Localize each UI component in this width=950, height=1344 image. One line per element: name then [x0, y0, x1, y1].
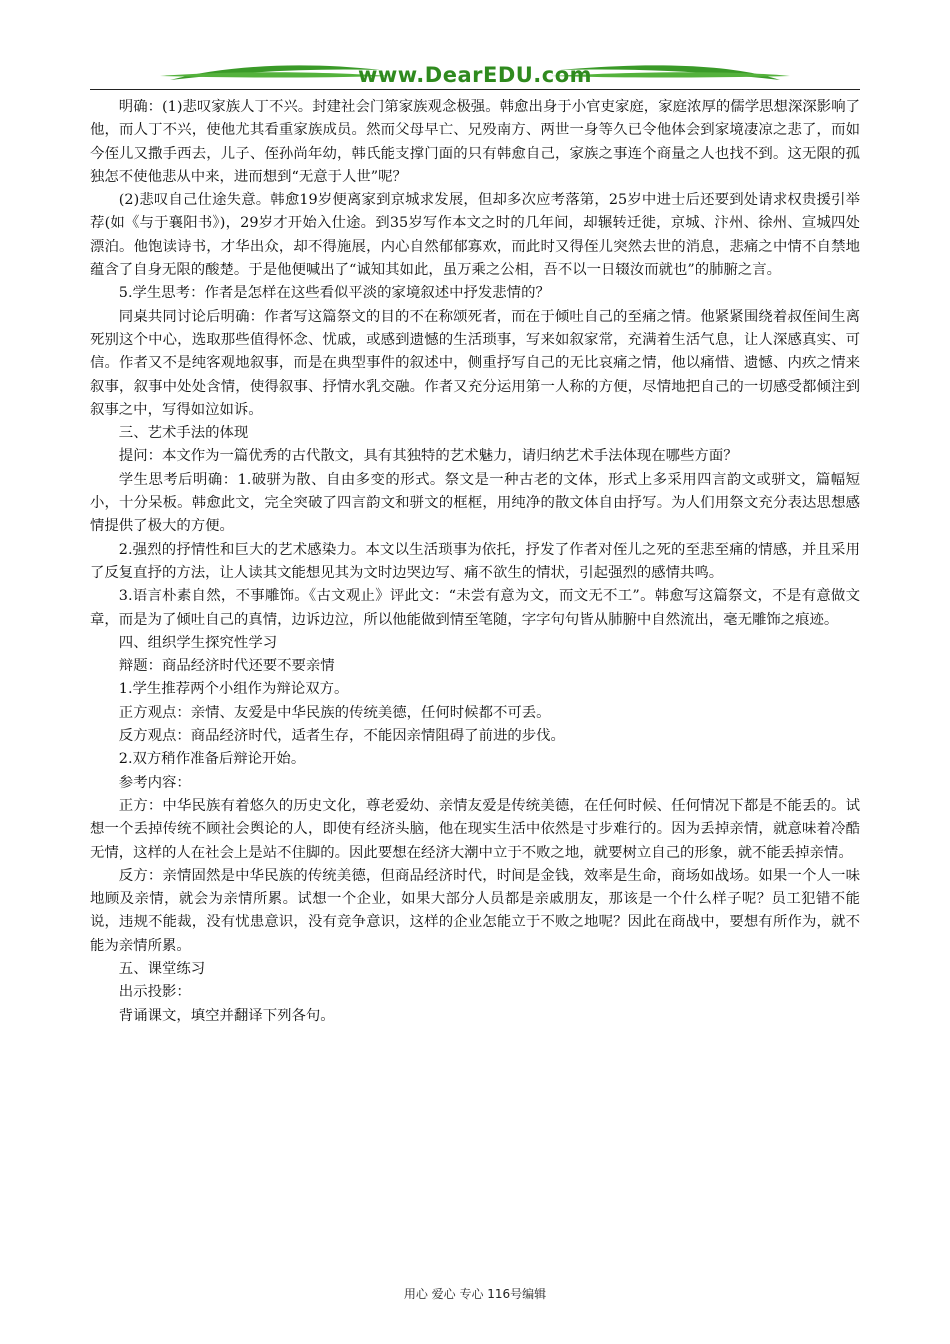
paragraph-6: 提问：本文作为一篇优秀的古代散文，具有其独特的艺术魅力，请归纳艺术手法体现在哪些方面？ — [118, 448, 738, 465]
paragraph-12: 1.学生推荐两个小组作为辩论双方。 — [118, 681, 349, 698]
paragraph-16: 参考内容： — [118, 774, 191, 791]
paragraph-20: 出示投影： — [118, 984, 191, 1001]
paragraph-3: 5.学生思考：作者是怎样在这些看似平淡的家境叙述中抒发悲情的？ — [118, 285, 550, 302]
section-heading-3: 三、艺术手法的体现 — [118, 425, 249, 442]
paragraph-13: 正方观点：亲情、友爱是中华民族的传统美德，任何时候都不可丢。 — [118, 704, 551, 721]
paragraph-1: 明确：(1)悲叹家族人丁不兴。封建社会门第家族观念极强。韩愈出身于小官吏家庭，家庭浓厚的儒学思想深深影响了他，而人丁不兴，使他尤其看重家族成员。然而父母早亡、兄殁南方、两世一身等久已令他体会到家境凄凉之悲了，而如今侄儿又撒手西去，儿子、侄孙尚年幼，韩氏能支撑门面的只有韩愈自己，家族之事连个商量之人也找不到。这无限的孤独怎不使他悲从中来，进而想到“无意于人世”呢？ — [90, 99, 860, 185]
paragraph-9: 3.语言朴素自然，不事雕饰。《古文观止》评此文：“未尝有意为文，而文无不工”。韩愈写这篇祭文，不是有意做文章，而是为了倾吐自己的真情，边诉边泣，所以他能做到情至笔随，字字句句皆从肺腑中自然流出，毫无雕饰之痕迹。 — [90, 588, 860, 628]
paragraph-8: 2.强烈的抒情性和巨大的艺术感染力。本文以生活琐事为依托，抒发了作者对侄儿之死的至悲至痛的情感，并且采用了反复直抒的方法，让人读其文能想见其为文时边哭边写、痛不欲生的情状，引起强烈的感情共鸣。 — [90, 541, 860, 581]
paragraph-14: 反方观点：商品经济时代，适者生存，不能因亲情阻碍了前进的步伐。 — [118, 728, 565, 745]
paragraph-2: (2)悲叹自己仕途失意。韩愈19岁便离家到京城求发展，但却多次应考落第，25岁中进士后还要到处请求权贵援引举荐(如《与于襄阳书》)，29岁才开始入仕途。到35岁写作本文之时的几年间，却辗转迁徙，京城、汴州、徐州、宣城四处漂泊。他饱读诗书，才华出众，却不得施展，内心自然郁郁寡欢，而此时又得侄儿突然去世的消息，悲痛之中情不自禁地蕴含了自身无限的酸楚。于是他便喊出了“诚知其如此，虽万乘之公相，吾不以一日辍汝而就也”的肺腑之言。 — [90, 192, 860, 279]
site-logo-text: www.DearEDU.com — [357, 63, 593, 87]
paragraph-4: 同桌共同讨论后明确：作者写这篇祭文的目的不在称颂死者，而在于倾吐自己的至痛之情。他紧紧围绕着叔侄间生离死别这个中心，选取那些值得怀念、忧戚，或感到遗憾的生活琐事，写来如叙家常，充满着生活气息，让人深感真实、可信。作者又不是纯客观地叙事，而是在典型事件的叙述中，侧重抒写自己的无比哀痛之情，他以痛惜、遗憾、内疚之情来叙事，叙事中处处含情，使得叙事、抒情水乳交融。作者又充分运用第一人称的方便，尽情地把自己的一切感受都倾注到叙事之中，写得如泣如诉。 — [90, 308, 860, 418]
paragraph-15: 2.双方稍作准备后辩论开始。 — [118, 751, 306, 768]
paragraph-7: 学生思考后明确：1.破骈为散、自由多变的形式。祭文是一种古老的文体，形式上多采用四言韵文或骈文，篇幅短小，十分呆板。韩愈此文，完全突破了四言韵文和骈文的框框，用纯净的散文体自由抒写。为人们用祭文充分表达思想感情提供了极大的方便。 — [90, 471, 860, 535]
header-rule — [90, 89, 860, 90]
paragraph-21: 背诵课文，填空并翻译下列各句。 — [118, 1007, 335, 1024]
paragraph-17: 正方：中华民族有着悠久的历史文化，尊老爱幼、亲情友爱是传统美德，在任何时候、任何情况下都是不能丢的。试想一个丢掉传统不顾社会舆论的人，即使有经济头脑，他在现实生活中依然是寸步难行的。因为丢掉亲情，就意味着冷酷无情，这样的人在社会上是站不住脚的。因此要想在经济大潮中立于不败之地，就要树立自己的形象，就不能丢掉亲情。 — [90, 797, 860, 861]
section-heading-5: 五、课堂练习 — [118, 960, 206, 977]
paragraph-18: 反方：亲情固然是中华民族的传统美德，但商品经济时代，时间是金钱，效率是生命，商场如战场。如果一个人一味地顾及亲情，就会为亲情所累。试想一个企业，如果大部分人员都是亲戚朋友，那该是一个什么样子呢？员工犯错不能说，违规不能裁，没有忧患意识，没有竞争意识，这样的企业怎能立于不败之地呢？因此在商战中，要想有所作为，就不能为亲情所累。 — [90, 867, 860, 954]
document-body — [90, 96, 860, 1028]
paragraph-11: 辩题：商品经济时代还要不要亲情 — [118, 658, 335, 675]
section-heading-4: 四、组织学生探究性学习 — [118, 634, 278, 651]
page-footer: 用心 爱心 专心 116号编辑 — [403, 1287, 547, 1301]
